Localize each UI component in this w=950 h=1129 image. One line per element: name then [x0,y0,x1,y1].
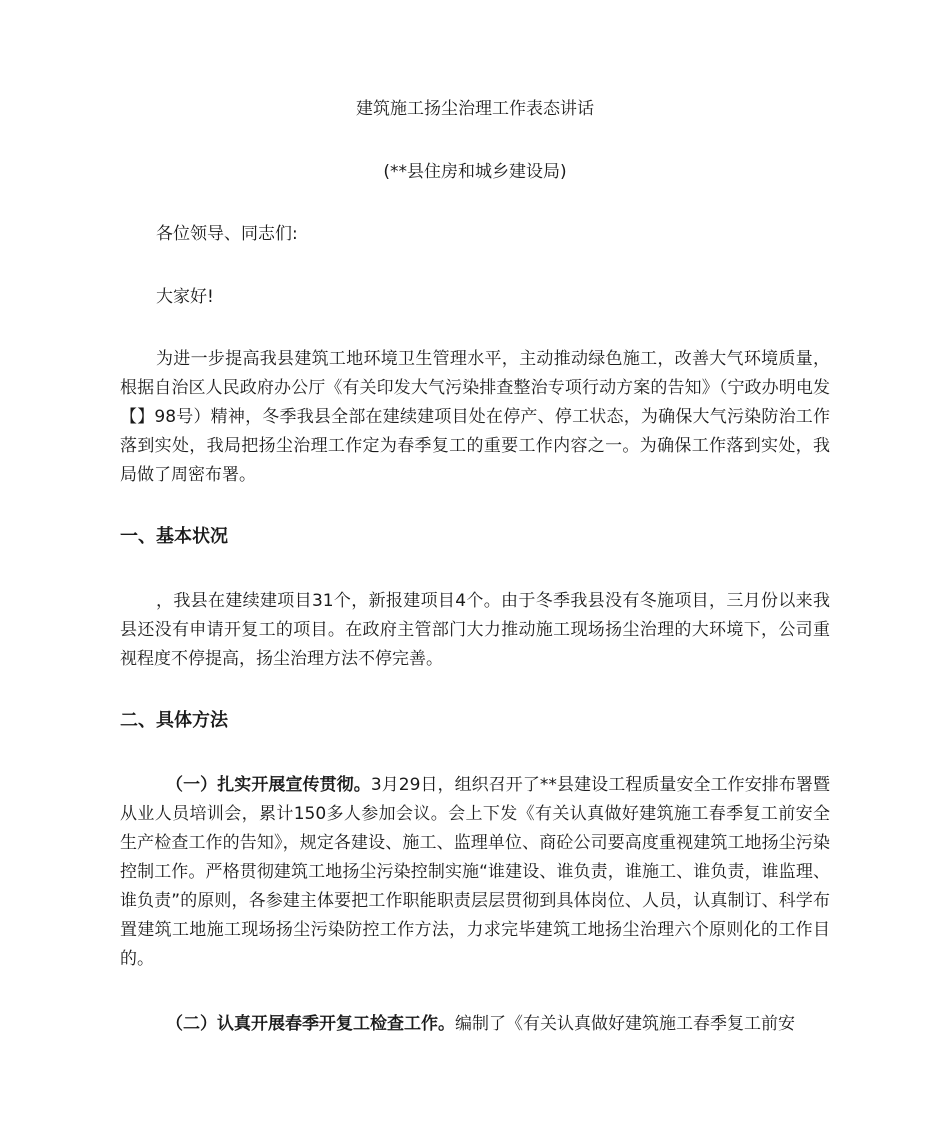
intro-paragraph: 为进一步提高我县建筑工地环境卫生管理水平，主动推动绿色施工，改善大气环境质量，根据自治区人民政府办公厅《有关印发大气污染排查整治专项行动方案的告知》（宁政办明电发【】98号）精神，冬季我县全部在建续建项目处在停产、停工状态，为确保大气污染防治工作落到实处，我局把扬尘治理工作定为春季复工的重要工作内容之一。为确保工作落到实处，我局做了周密布署。 [120,349,830,485]
section2-item2-paragraph [120,1010,830,1039]
document-title: 建筑施工扬尘治理工作表态讲话 [356,99,594,119]
section2-item2-lead: （二）认真开展春季开复工检查工作。 [166,1014,455,1034]
section2-item1-body: 3月29日，组织召开了**县建设工程质量安全工作安排布署暨从业人员培训会，累计150多人参加会议。会上下发《有关认真做好建筑施工春季复工前安全生产检查工作的告知》，规定各建设、施工、监理单位、商砼公司要高度重视建筑工地扬尘污染控制工作。严格贯彻建筑工地扬尘污染控制实施“谁建设、谁负责，谁施工、谁负责，谁监理、谁负责”的原则，各参建主体要把工作职能职责层层贯彻到具体岗位、人员，认真制订、科学布置建筑工地施工现场扬尘污染防控工作方法，力求完毕建筑工地扬尘治理六个原则化的工作目的。 [120,775,831,969]
section-heading-specific-methods: 二、具体方法 [120,710,228,731]
section1-paragraph: ，我县在建续建项目31个，新报建项目4个。由于冬季我县没有冬施项目，三月份以来我县还没有申请开复工的项目。在政府主管部门大力推动施工现场扬尘治理的大环境下，公司重视程度不停提高，扬尘治理方法不停完善。 [120,591,830,669]
section2-item1-lead: （一）扎实开展宣传贯彻。 [166,775,371,795]
section2-item1-paragraph [120,771,830,974]
section-heading-basic-situation: 一、基本状况 [120,526,228,547]
section2-item2-body: 编制了《有关认真做好建筑施工春季复工前安 [455,1014,795,1034]
salutation: 各位领导、同志们: [156,224,298,244]
greeting: 大家好! [156,287,214,307]
document-subtitle: (**县住房和城乡建设局) [383,162,567,182]
